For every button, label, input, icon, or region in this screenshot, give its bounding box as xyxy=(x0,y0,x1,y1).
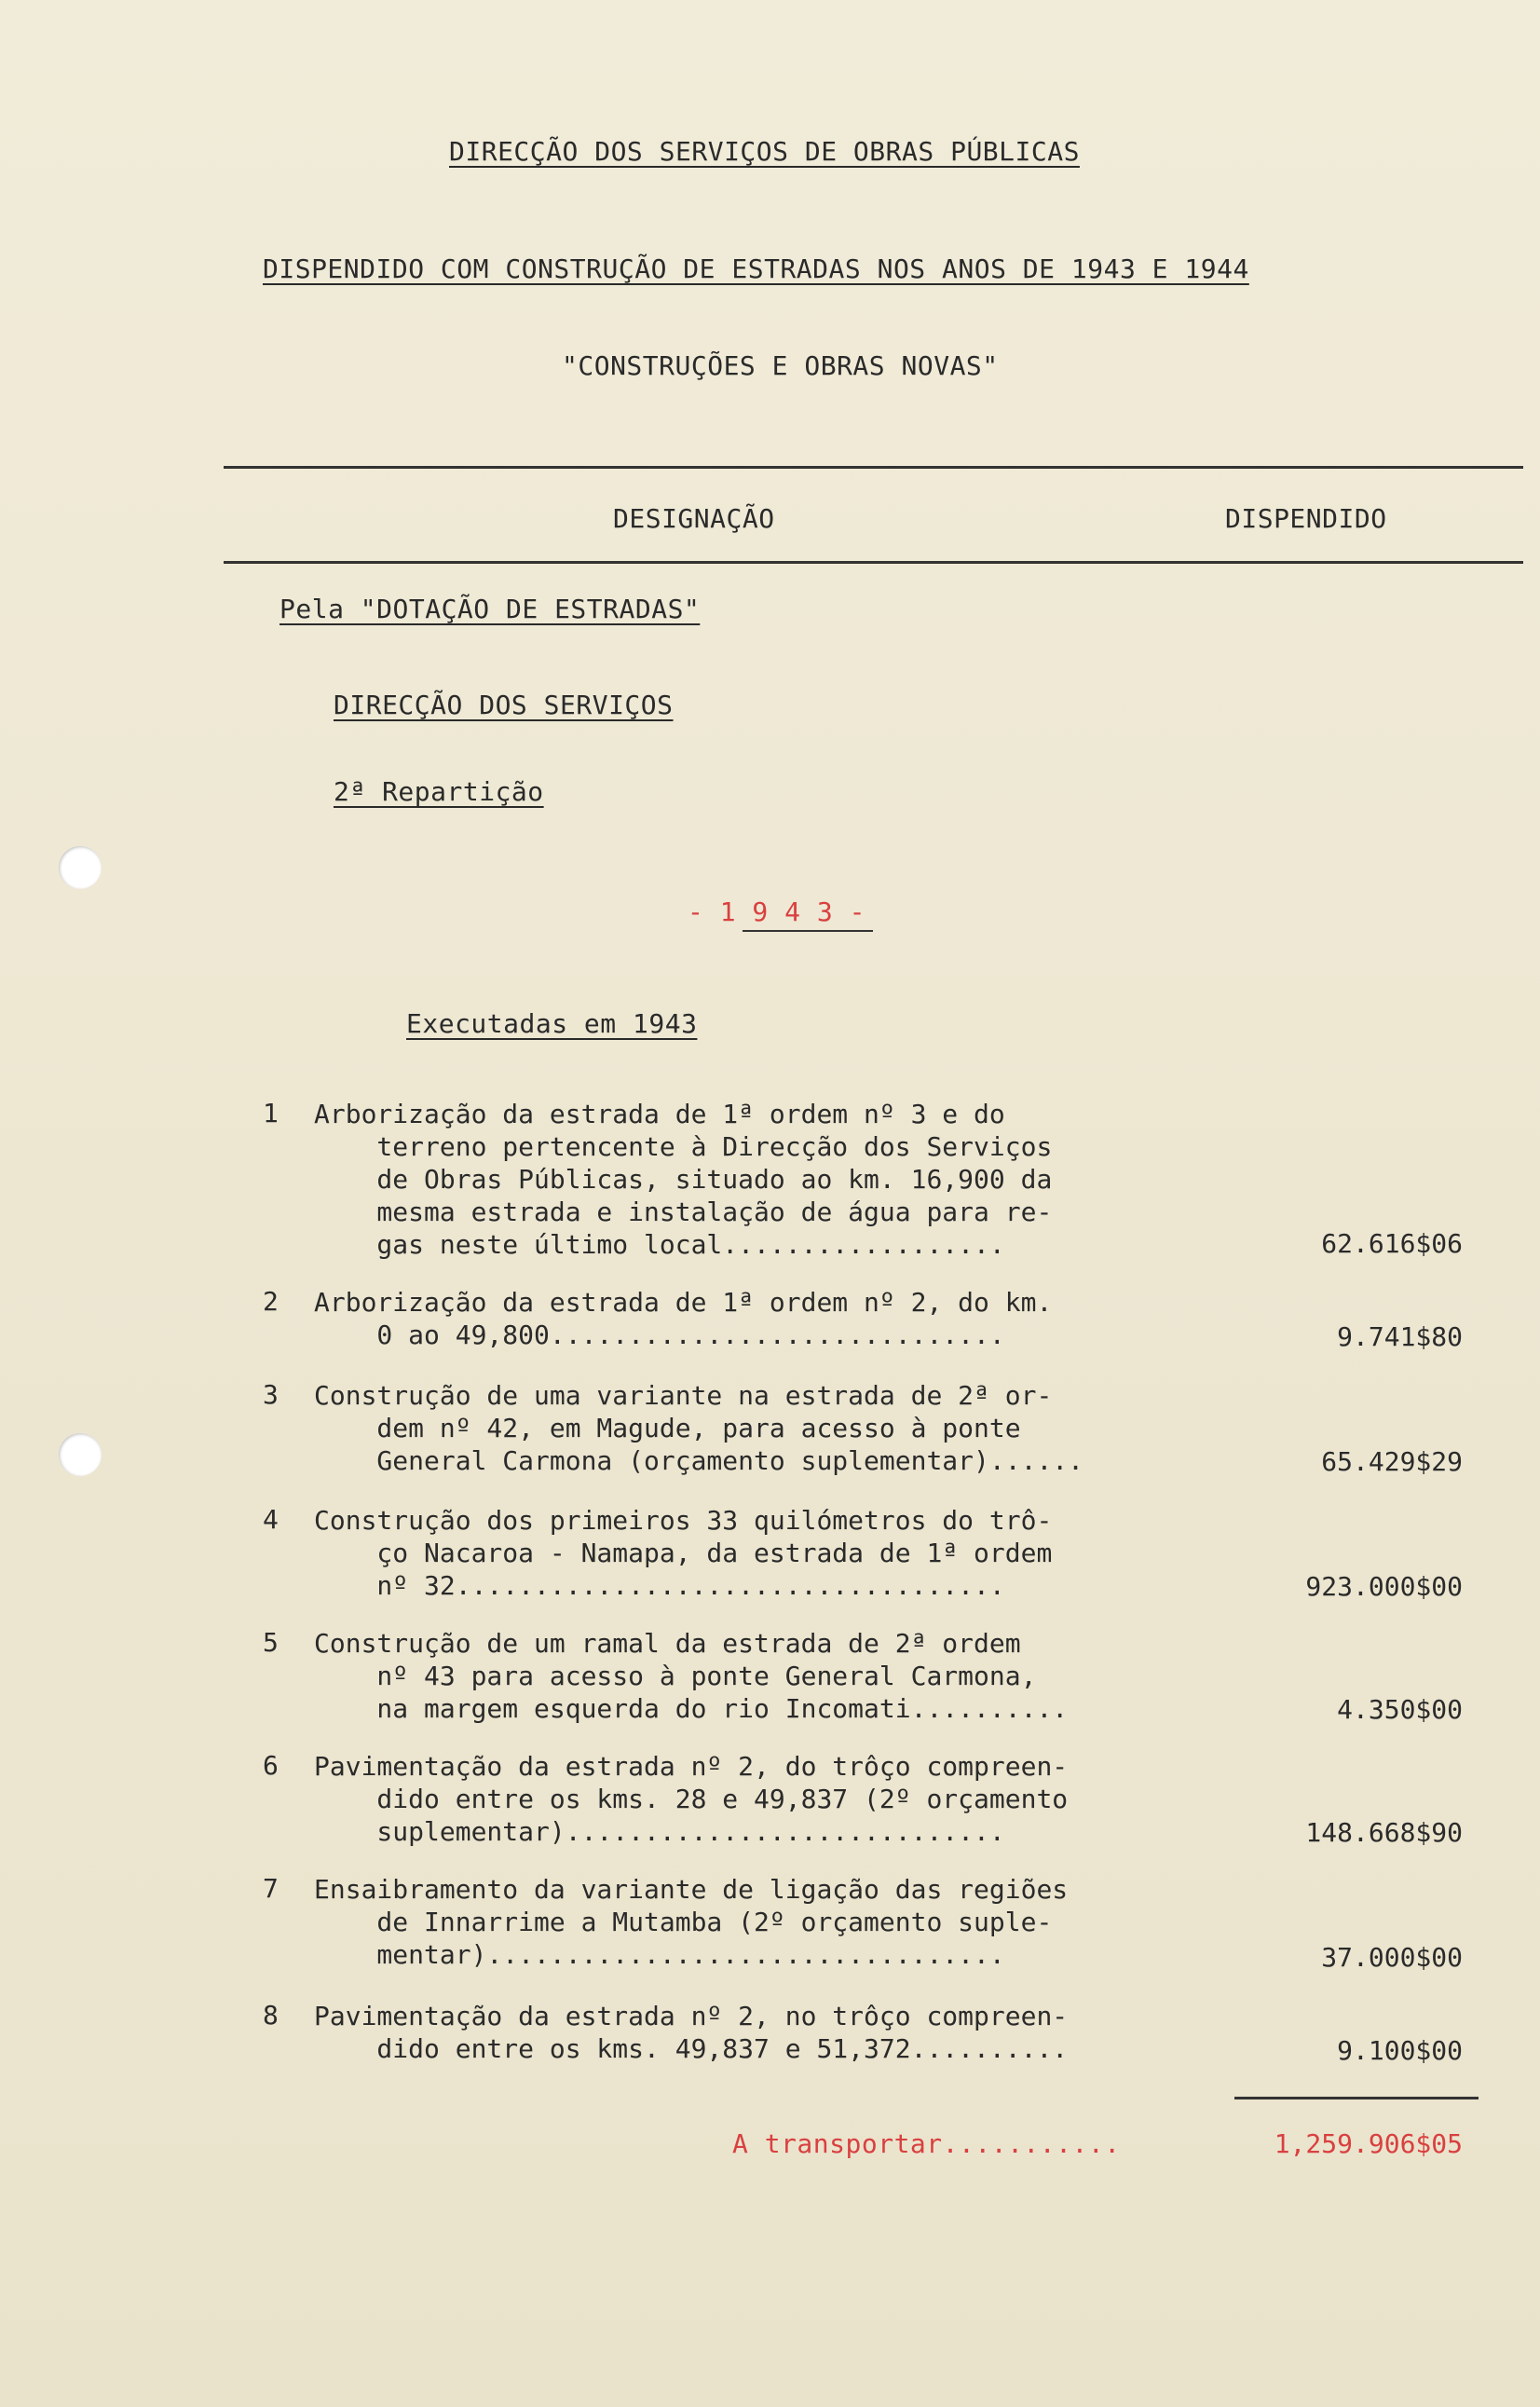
department-heading: DIRECÇÃO DOS SERVIÇOS DE OBRAS PÚBLICAS xyxy=(449,136,1080,167)
item-number: 4 xyxy=(263,1504,279,1535)
item-amount: 9.100$00 xyxy=(1337,2035,1463,2066)
item-number: 3 xyxy=(263,1379,279,1410)
carry-forward-label: A transportar........... xyxy=(732,2128,1121,2159)
item-description: Ensaibramento da variante de ligação das regiões de Innarrime a Mutamba (2º orçamento suple- mentar)................................. xyxy=(314,1874,1069,1970)
item-description: Construção de uma variante na estrada de 2ª or- dem nº 42, em Magude, para acesso à ponte General Carmona (orçamento suplementar)...... xyxy=(314,1380,1084,1476)
column-header-designation: DESIGNAÇÃO xyxy=(613,503,775,534)
item-amount: 923.000$00 xyxy=(1305,1571,1463,1602)
item-description: Construção dos primeiros 33 quilómetros do trô- ço Nacaroa - Namapa, da estrada de 1ª ordem nº 32................................... xyxy=(314,1505,1053,1601)
item-description: Pavimentação da estrada nº 2, do trôço compreen- dido entre os kms. 28 e 49,837 (2º orçamento suplementar)............................ xyxy=(314,1751,1069,1847)
item-number: 2 xyxy=(263,1286,279,1317)
punch-hole xyxy=(59,846,102,889)
service-heading: DIRECÇÃO DOS SERVIÇOS xyxy=(334,690,674,720)
item-number: 6 xyxy=(263,1750,279,1781)
item-number: 8 xyxy=(263,2000,279,2031)
item-amount: 9.741$80 xyxy=(1337,1321,1463,1352)
item-amount: 148.668$90 xyxy=(1305,1817,1463,1848)
year-heading: - 1 9 4 3 - xyxy=(688,896,865,927)
table-header-rule xyxy=(224,561,1523,564)
item-description: Pavimentação da estrada nº 2, no trôço compreen- dido entre os kms. 49,837 e 51,372.......... xyxy=(314,2001,1069,2064)
table-top-rule xyxy=(224,466,1523,469)
item-description: Arborização da estrada de 1ª ordem nº 3 e do terreno pertencente à Direcção dos Serviços de Obras Públicas, situado ao km. 16,900 da mesma estrada e instalação de água para re- gas neste último local.................. xyxy=(314,1099,1053,1260)
section-title: "CONSTRUÇÕES E OBRAS NOVAS" xyxy=(562,350,999,381)
document-subtitle: DISPENDIDO COM CONSTRUÇÃO DE ESTRADAS NOS ANOS DE 1943 E 1944 xyxy=(263,253,1249,284)
item-amount: 62.616$06 xyxy=(1321,1228,1463,1259)
section-heading: 2ª Repartição xyxy=(334,776,544,807)
column-header-spent: DISPENDIDO xyxy=(1225,503,1387,534)
item-description: Construção de um ramal da estrada de 2ª ordem nº 43 para acesso à ponte General Carmona, na margem esquerda do rio Incomati.......... xyxy=(314,1628,1069,1724)
item-number: 5 xyxy=(263,1627,279,1658)
total-rule xyxy=(1234,2097,1479,2099)
item-number: 7 xyxy=(263,1873,279,1904)
item-amount: 37.000$00 xyxy=(1321,1942,1463,1973)
carry-forward-total: 1,259.906$05 xyxy=(1274,2128,1463,2159)
item-amount: 4.350$00 xyxy=(1337,1694,1463,1725)
item-amount: 65.429$29 xyxy=(1321,1446,1463,1477)
year-underline xyxy=(743,930,873,932)
funding-heading: Pela "DOTAÇÃO DE ESTRADAS" xyxy=(279,594,701,624)
executed-heading: Executadas em 1943 xyxy=(406,1008,698,1039)
punch-hole xyxy=(59,1433,102,1476)
item-number: 1 xyxy=(263,1098,279,1128)
item-description: Arborização da estrada de 1ª ordem nº 2, do km. 0 ao 49,800............................. xyxy=(314,1287,1053,1350)
